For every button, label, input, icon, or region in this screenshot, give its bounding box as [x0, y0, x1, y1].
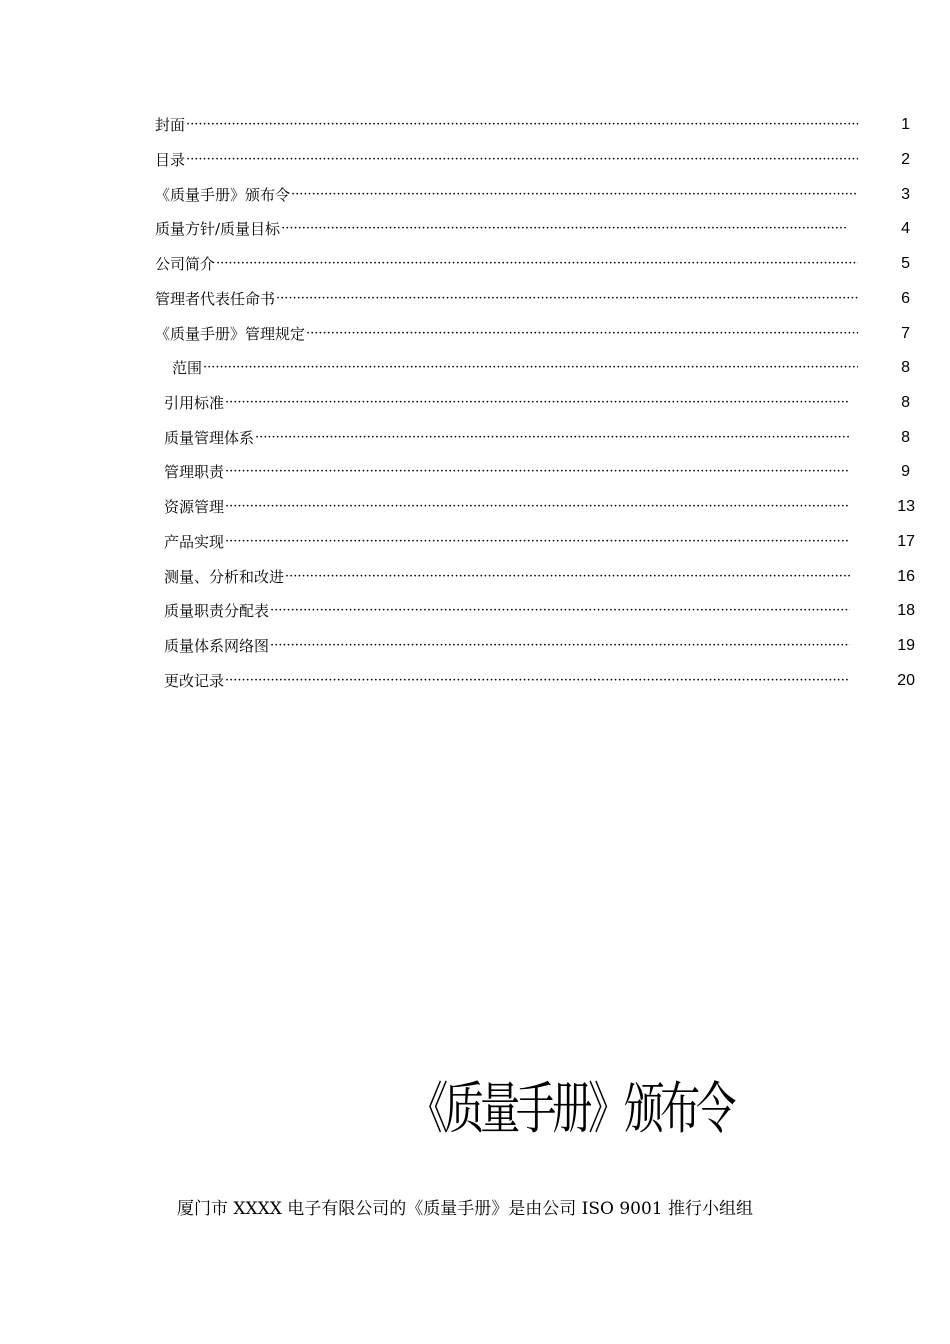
- toc-leader-dots: [215, 251, 858, 277]
- toc-leader-dots: [202, 355, 858, 381]
- toc-entry-title: 产品实现: [164, 533, 225, 551]
- toc-leader-dots: [185, 112, 858, 138]
- toc-entry-page: 20: [897, 672, 915, 689]
- toc-leader-dots: [224, 390, 850, 416]
- toc-leader-dots: [269, 633, 850, 659]
- toc-entry: [172, 355, 910, 381]
- toc-entry-title: 质量体系网络图: [164, 637, 270, 655]
- section-title: 《质量手册》颁布令: [408, 1077, 732, 1142]
- toc-leader-dots: [284, 564, 850, 590]
- toc-entry-page: 7: [901, 325, 910, 342]
- toc-entry-page: 1: [901, 116, 910, 133]
- toc-entry-page: 13: [897, 498, 915, 515]
- toc-entry-page: 4: [901, 220, 910, 237]
- toc-leader-dots: [305, 321, 858, 347]
- toc-entry: [164, 564, 915, 590]
- toc-entry: [155, 216, 910, 242]
- toc-entry-page: 16: [897, 568, 915, 585]
- toc-leader-dots: [224, 494, 850, 520]
- toc-entry-title: 质量管理体系: [164, 429, 255, 447]
- toc-entry-title: 目录: [155, 151, 186, 169]
- toc-entry: [164, 529, 915, 555]
- toc-entry-title: 资源管理: [164, 498, 225, 516]
- toc-entry: [155, 112, 910, 138]
- toc-entry-title: 《质量手册》管理规定: [155, 325, 306, 343]
- toc-entry-title: 管理者代表任命书: [155, 290, 276, 308]
- toc-entry: [164, 598, 915, 624]
- toc-entry: [164, 459, 910, 485]
- section-body-text: 厦门市 XXXX 电子有限公司的《质量手册》是由公司 ISO 9001 推行小组组: [177, 1199, 753, 1219]
- toc-entry-title: 质量职责分配表: [164, 602, 270, 620]
- toc-entry-title: 公司简介: [155, 255, 216, 273]
- toc-entry: [164, 668, 915, 694]
- toc-entry-title: 测量、分析和改进: [164, 568, 285, 586]
- toc-entry-page: 19: [897, 637, 915, 654]
- toc-entry-page: 6: [901, 290, 910, 307]
- toc-entry: [164, 494, 915, 520]
- toc-leader-dots: [224, 459, 850, 485]
- toc-entry-title: 质量方针/质量目标: [155, 220, 281, 238]
- toc-entry: [155, 286, 910, 312]
- toc-entry-page: 8: [901, 394, 910, 411]
- toc-leader-dots: [275, 286, 858, 312]
- toc-entry-page: 3: [901, 186, 910, 203]
- toc-entry: [164, 390, 910, 416]
- toc-entry-page: 17: [897, 533, 915, 550]
- toc-entry-title: 封面: [155, 116, 186, 134]
- toc-entry-page: 8: [901, 429, 910, 446]
- toc-entry-page: 8: [901, 359, 910, 376]
- toc-leader-dots: [269, 598, 850, 624]
- toc-entry: [155, 321, 910, 347]
- toc-entry-page: 9: [901, 463, 910, 480]
- toc-entry: [164, 425, 910, 451]
- toc-entry-page: 18: [897, 602, 915, 619]
- toc-entry-title: 管理职责: [164, 463, 225, 481]
- toc-leader-dots: [185, 147, 858, 173]
- toc-leader-dots: [224, 529, 850, 555]
- toc-entry-title: 更改记录: [164, 672, 225, 690]
- toc-entry-page: 5: [901, 255, 910, 272]
- toc-entry-page: 2: [901, 151, 910, 168]
- toc-leader-dots: [280, 216, 846, 242]
- toc-entry: [155, 182, 910, 208]
- toc-leader-dots: [224, 668, 850, 694]
- toc-entry-title: 《质量手册》颁布令: [155, 186, 291, 204]
- toc-entry-title: 引用标准: [164, 394, 225, 412]
- toc-entry: [155, 147, 910, 173]
- toc-leader-dots: [290, 182, 858, 208]
- toc-entry-title: 范围: [172, 359, 203, 377]
- toc-entry: [155, 251, 910, 277]
- toc-entry: [164, 633, 915, 659]
- toc-leader-dots: [254, 425, 850, 451]
